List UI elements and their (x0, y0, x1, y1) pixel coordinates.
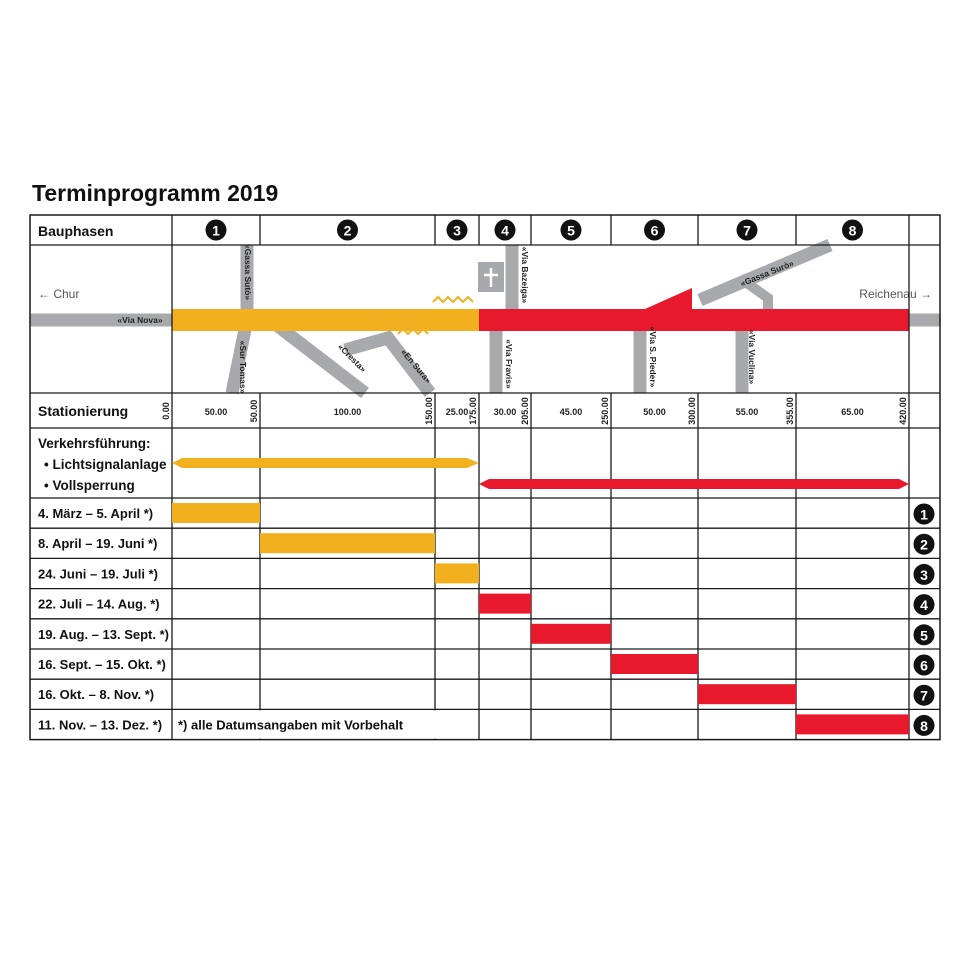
signal-arrow (172, 458, 479, 468)
segment-length: 50.00 (204, 407, 228, 417)
schedule-bar (698, 684, 796, 704)
station-value: 175.00 (468, 397, 478, 425)
schedule-bar (796, 714, 909, 734)
station-value: 300.00 (687, 397, 697, 425)
schedule-bar (479, 594, 531, 614)
phase-badge-number: 8 (848, 222, 857, 239)
station-value: 250.00 (600, 397, 610, 425)
segment-length: 50.00 (643, 407, 666, 417)
table-frame (30, 215, 940, 740)
phase-badge-number: 8 (920, 717, 928, 734)
schedule-date-label: 11. Nov. – 13. Dez. *) (38, 717, 163, 733)
schedule-date-label: 16. Sept. – 15. Okt. *) (38, 657, 166, 672)
direction-label-right: Reichenau → (859, 287, 932, 301)
bauphasen-label: Bauphasen (38, 223, 114, 239)
closure-arrow (479, 479, 909, 489)
street-label: «Cresta» (335, 341, 369, 375)
phase-badge-number: 5 (567, 222, 575, 239)
street-label: «Via Bazeiga» (520, 246, 530, 304)
phase-badge-number: 6 (920, 657, 928, 674)
schedule-date-label: 24. Juni – 19. Juli *) (38, 566, 158, 582)
station-value: 150.00 (424, 397, 434, 425)
phase-badge-number: 1 (212, 222, 220, 239)
phase-badge-number: 1 (920, 506, 928, 523)
station-value: 355.00 (785, 397, 795, 425)
construction-band-signal (172, 309, 479, 331)
segment-length: 25.00 (445, 407, 469, 417)
street-label: «Sur Tomas» (238, 340, 248, 394)
street-label: «Via Nova» (117, 315, 163, 325)
construction-band-closure (479, 309, 909, 331)
segment-length: 30.00 (493, 407, 517, 417)
street-label: «Gassa Surò» (738, 257, 796, 289)
schedule-date-label: 22. Juli – 14. Aug. *) (38, 596, 160, 612)
verkehr-item-closure: • Vollsperrung (44, 478, 135, 493)
schedule-bar (531, 624, 611, 644)
phase-badge-number: 3 (920, 566, 928, 583)
phase-badge-number: 6 (650, 222, 659, 239)
segment-length: 65.00 (841, 407, 864, 417)
phase-badge-number: 4 (501, 222, 509, 239)
street-label: «Via S. Pieder» (648, 326, 658, 388)
phase-badge-number: 2 (920, 536, 928, 553)
phase-badge-number: 4 (920, 597, 928, 614)
schedule-date-label: 19. Aug. – 13. Sept. *) (38, 626, 170, 642)
street-label: «Via Vuclina» (747, 329, 757, 385)
schedule-date-label: 4. März – 5. April *) (38, 506, 154, 521)
schedule-date-label: 8. April – 19. Juni *) (38, 536, 158, 552)
verkehr-heading: Verkehrsführung: (38, 436, 151, 451)
zigzag-marker (433, 297, 473, 302)
station-value: 420.00 (898, 397, 908, 425)
schedule-bar (172, 503, 260, 523)
street-label: «En Sura» (399, 346, 434, 386)
phase-badge-number: 2 (343, 222, 352, 239)
page-title: Terminprogramm 2019 (32, 180, 279, 206)
station-value: 50.00 (249, 399, 259, 423)
schedule-bar (435, 563, 479, 583)
schedule-bar (611, 654, 698, 674)
station-value: 0.00 (161, 402, 171, 420)
zigzag-marker (398, 329, 428, 334)
phase-badge-number: 7 (743, 222, 751, 239)
footnote: *) alle Datumsangaben mit Vorbehalt (178, 717, 404, 733)
segment-length: 55.00 (735, 407, 759, 417)
segment-length: 100.00 (333, 407, 362, 417)
phase-badge-number: 5 (920, 627, 928, 644)
direction-label-left: ← Chur (38, 287, 80, 301)
segment-length: 45.00 (559, 407, 583, 417)
verkehr-item-signal: • Lichtsignalanlage (44, 457, 167, 472)
phase-badge-number: 7 (920, 687, 928, 704)
schedule-date-label: 16. Okt. – 8. Nov. *) (38, 687, 155, 703)
stationierung-label: Stationierung (38, 403, 129, 419)
phase-badge-number: 3 (453, 222, 461, 239)
street-label: «Via Fravis» (504, 339, 514, 389)
schedule-bar (260, 533, 435, 553)
street-label: «Gassa Sutò» (243, 243, 253, 301)
station-value: 205.00 (520, 397, 530, 425)
construction-wedge (645, 288, 692, 309)
